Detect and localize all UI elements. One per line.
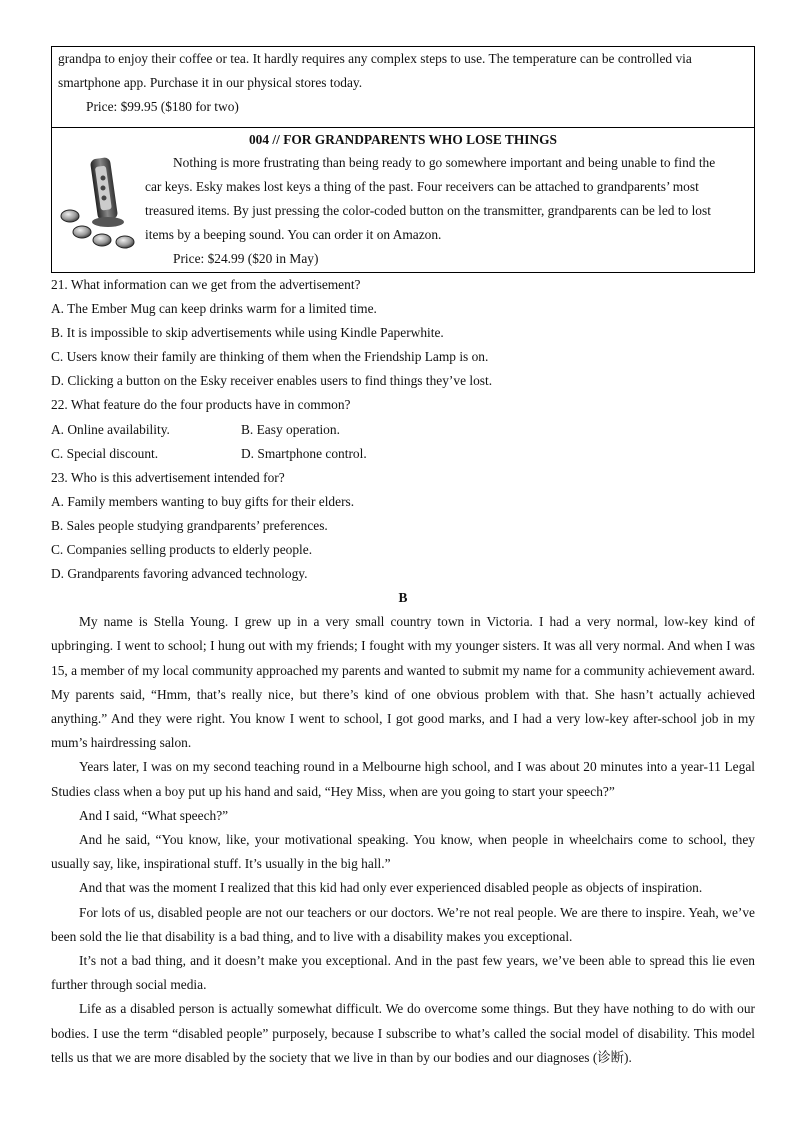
option-row [51,442,755,466]
key-finder-receivers-icon [58,156,138,256]
paragraph: It’s not a bad thing, and it doesn’t make you exceptional. And in the past few years, we’ve been able to spread this lie even further through social media. [51,953,755,993]
option: A. Family members wanting to buy gifts for their elders. [51,493,355,509]
ad-text-line: Nothing is more frustrating than being ready to go somewhere important and being unable to find the [173,155,716,170]
paragraph: For lots of us, disabled people are not our teachers or our doctors. We’re not real people. We are there to inspire. Yeah, we’ve been sold the lie that disability is a bad thing, and to live with a disability makes you exceptional. [51,904,755,944]
question-stem: 23. Who is this advertisement intended for? [51,469,285,485]
option: D. Grandparents favoring advanced technology. [51,566,308,582]
paragraph: And I said, “What speech?” [79,807,229,823]
paragraph: My name is Stella Young. I grew up in a very small country town in Victoria. I had a very normal, low-key kind of upbringing. I went to school; I hung out with my friends; I fought with my younger sisters. It was all very normal. And when I was 15, a member of my local community approached my parents and wanted to submit my name for a community achievement award. My parents said, “Hmm, that’s really nice, but there’s kind of one obvious problem with that. She hasn’t actually achieved anything.” And they were right. You know I went to school, I got good marks, and I had a very low-key after-school job in my mum’s hairdressing salon. [51,614,755,751]
option: C. Special discount. [51,445,159,461]
option: D. Smartphone control. [241,445,367,461]
question-23 [51,466,755,586]
ad-text-line: grandpa to enjoy their coffee or tea. It hardly requires any complex steps to use. The temperature can be controlled via [58,51,692,66]
section-title: B [398,590,408,606]
ad-price: Price: $99.95 ($180 for two) [86,99,239,114]
option-row [51,418,755,442]
paragraph: And he said, “You know, like, your motivational speaking. You know, when people in wheelchairs come to school, they usually say, like, inspirational stuff. It’s usually in the big hall.” [51,832,755,872]
ad-text-line: smartphone app. Purchase it in our physical stores today. [58,75,363,90]
ad-text-line: car keys. Esky makes lost keys a thing of the past. Four receivers can be attached to grandparents’ most [145,179,699,194]
ad-title: 004 // FOR GRANDPARENTS WHO LOSE THINGS [248,132,558,147]
ad-text-line: treasured items. By just pressing the color-coded button on the transmitter, grandparents can be led to lost [145,203,711,218]
ad-description [145,151,744,271]
paragraph: Life as a disabled person is actually somewhat difficult. We do overcome some things. But they have nothing to do with our bodies. I use the term “disabled people” purposely, because I subscribe to what’s called the social model of disability. This model tells us that we are more disabled by the society that we live in than by our bodies and our diagnoses (诊断). [51,1001,755,1065]
question-stem: 21. What information can we get from the advertisement? [51,277,361,292]
paragraph: And that was the moment I realized that this kid had only ever experienced disabled people as objects of inspiration. [79,880,703,896]
option: B. Sales people studying grandparents’ preferences. [51,517,328,533]
option: B. Easy operation. [241,421,340,437]
question-21 [51,273,755,393]
passage-b [51,610,755,1070]
option: D. Clicking a button on the Esky receiver enables users to find things they’ve lost. [51,373,493,389]
ad-previous-product [51,46,755,128]
ad-text-line: items by a beeping sound. You can order it on Amazon. [145,227,442,242]
option: B. It is impossible to skip advertisements while using Kindle Paperwhite. [51,325,444,341]
option: C. Users know their family are thinking of them when the Friendship Lamp is on. [51,349,489,365]
question-stem: 22. What feature do the four products have in common? [51,397,351,413]
question-22 [51,393,755,465]
ad-esky [51,128,755,273]
paragraph: Years later, I was on my second teaching round in a Melbourne high school, and I was about 20 minutes into a year-11 Legal Studies class when a boy put up his hand and said, “Hey Miss, when are you going to start your speech?” [51,759,755,799]
document-page [51,46,755,1070]
option: C. Companies selling products to elderly people. [51,542,313,558]
option: A. The Ember Mug can keep drinks warm for a limited time. [51,301,377,317]
ad-price: Price: $24.99 ($20 in May) [173,251,319,266]
option: A. Online availability. [51,421,170,437]
